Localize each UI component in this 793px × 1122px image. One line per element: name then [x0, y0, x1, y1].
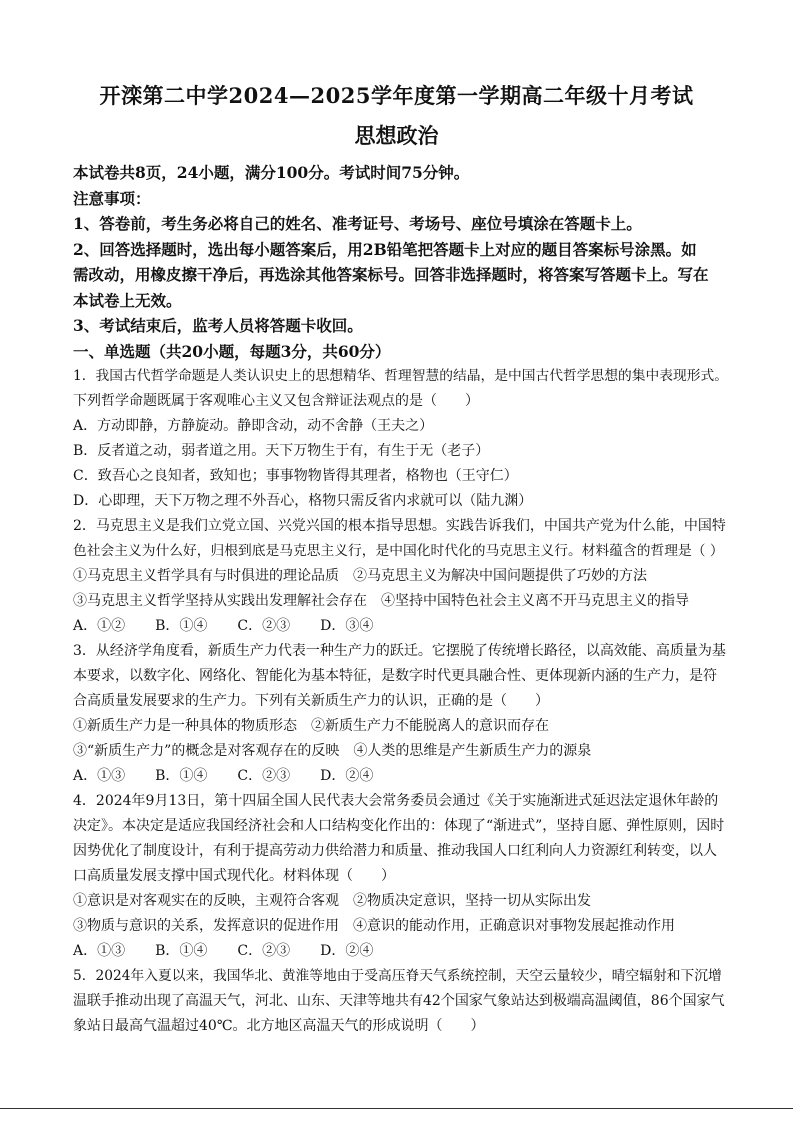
question-3-stem-line-1: 3．从经济学角度看，新质生产力代表一种生产力的跃迁。它摆脱了传统增长路径，以高效能、高质量为基: [73, 643, 726, 659]
question-5-stem-line-2: 温联手推动出现了高温天气，河北、山东、天津等地共有42个国家气象站达到极端高温阈值，86个国家气: [73, 993, 725, 1009]
question-1-option-b: B．反者道之动，弱者道之用。天下万物生于有，有生于无（老子）: [73, 443, 490, 459]
question-4-stem-line-1: 4．2024年9月13日，第十四届全国人民代表大会常务委员会通过《关于实施渐进式延迟法定退休年龄的: [73, 793, 719, 809]
question-4-statements-2: ③物质与意识的关系，发挥意识的促进作用 ④意识的能动作用，正确意识对事物发展起推动作用: [73, 918, 675, 934]
exam-content: [73, 160, 728, 1039]
question-1-stem-line-1: 1．我国古代哲学命题是人类认识史上的思想精华、哲理智慧的结晶，是中国古代哲学思想的集中表现形式。: [73, 368, 729, 384]
question-1: [73, 364, 728, 514]
section-heading: 一、单选题（共20小题，每题3分，共60分）: [73, 341, 391, 361]
question-1-option-a: A．方动即静，方静旋动。静即含动，动不舍静（王夫之）: [73, 418, 434, 434]
question-3-statements-1: ①新质生产力是一种具体的物质形态 ②新质生产力不能脱离人的意识而存在: [73, 718, 549, 734]
exam-title: 开滦第二中学2024—2025学年度第一学期高二年级十月考试: [99, 83, 694, 108]
notes-heading: 注意事项：: [73, 188, 151, 208]
question-4-stem-line-3: 因势优化了制度设计，有利于提高劳动力供给潜力和质量、推动我国人口红利向人力资源红利转变，以人: [73, 843, 717, 859]
note-item-1: 1、答卷前，考生务必将自己的姓名、准考证号、考场号、座位号填涂在答题卡上。: [73, 214, 642, 233]
question-3-choices: [73, 764, 728, 789]
exam-subject: 思想政治: [354, 123, 439, 148]
note-item-2-line-1: 2、回答选择题时，选出每小题答案后，用2B铅笔把答题卡上对应的题目答案标号涂黑。如: [73, 239, 697, 259]
question-3-stem-line-3: 合高质量发展要求的生产力。下列有关新质生产力的认识，正确的是（ ）: [73, 693, 549, 709]
question-1-option-d: D．心即理，天下万物之理不外吾心，格物只需反省内求就可以（陆九渊）: [73, 493, 533, 509]
question-4-statements-1: ①意识是对客观实在的反映，主观符合客观 ②物质决定意识，坚持一切从实际出发: [73, 893, 591, 909]
question-2-choices: [73, 614, 728, 639]
question-5: [73, 964, 728, 1039]
question-2-statements-2: ③马克思主义哲学坚持从实践出发理解社会存在 ④坚持中国特色社会主义离不开马克思主义的指导: [73, 593, 689, 609]
question-4: [73, 789, 728, 964]
question-3: [73, 639, 728, 789]
question-1-stem-line-2: 下列哲学命题既属于客观唯心主义又包含辩证法观点的是（ ）: [73, 393, 479, 409]
question-2-option-d: D．③④: [320, 618, 374, 634]
note-item-3: 3、考试结束后，监考人员将答题卡收回。: [73, 316, 363, 335]
page-bottom-rule: [0, 1108, 793, 1109]
question-5-stem-line-3: 象站日最高气温超过40℃。北方地区高温天气的形成说明（ ）: [73, 1018, 485, 1034]
question-2: [73, 514, 728, 639]
question-2-option-c: C．②③: [237, 618, 291, 634]
question-3-stem-line-2: 本要求，以数字化、网络化、智能化为基本特征，是数字时代更具融合性、更体现新内涵的生产力，是符: [73, 668, 717, 684]
question-4-option-c: C．②③: [237, 943, 291, 959]
question-3-option-b: B．①④: [155, 768, 208, 784]
note-item-2-line-2: 需改动，用橡皮擦干净后，再选涂其他答案标号。回答非选择题时，将答案写答题卡上。写在: [73, 265, 709, 284]
question-3-option-d: D．②④: [320, 768, 374, 784]
question-4-choices: [73, 939, 728, 964]
question-4-stem-line-4: 口高质量发展支撑中国式现代化。材料体现（ ）: [73, 868, 395, 884]
question-3-option-c: C．②③: [237, 768, 291, 784]
question-1-option-c: C．致吾心之良知者，致知也；事事物物皆得其理者，格物也（王守仁）: [73, 468, 518, 484]
question-2-statements-1: ①马克思主义哲学具有与时俱进的理论品质 ②马克思主义为解决中国问题提供了巧妙的方法: [73, 568, 647, 584]
question-3-option-a: A．①③: [73, 768, 126, 784]
question-4-option-d: D．②④: [320, 943, 374, 959]
exam-intro: 本试卷共8页，24小题，满分100分。考试时间75分钟。: [73, 163, 470, 182]
question-5-stem-line-1: 5．2024年入夏以来，我国华北、黄淮等地由于受高压脊天气系统控制，天空云量较少，晴空辐射和下沉增: [73, 968, 722, 984]
question-2-stem-line-2: 色社会主义为什么好，归根到底是马克思主义行，是中国化时代化的马克思主义行。材料蕴含的哲理是（ ）: [73, 543, 724, 559]
question-4-option-a: A．①③: [73, 943, 126, 959]
question-2-stem-line-1: 2．马克思主义是我们立党立国、兴党兴国的根本指导思想。实践告诉我们，中国共产党为什么能，中国特: [73, 518, 726, 534]
question-4-option-b: B．①④: [155, 943, 208, 959]
question-2-option-a: A．①②: [73, 618, 126, 634]
question-2-option-b: B．①④: [155, 618, 208, 634]
question-3-statements-2: ③“新质生产力”的概念是对客观存在的反映 ④人类的思维是产生新质生产力的源泉: [73, 743, 592, 759]
question-4-stem-line-2: 决定》。本决定是适应我国经济社会和人口结构变化作出的：体现了“渐进式”，坚持自愿、弹性原则，因时: [73, 818, 725, 834]
note-item-2-line-3: 本试卷上无效。: [73, 290, 182, 310]
